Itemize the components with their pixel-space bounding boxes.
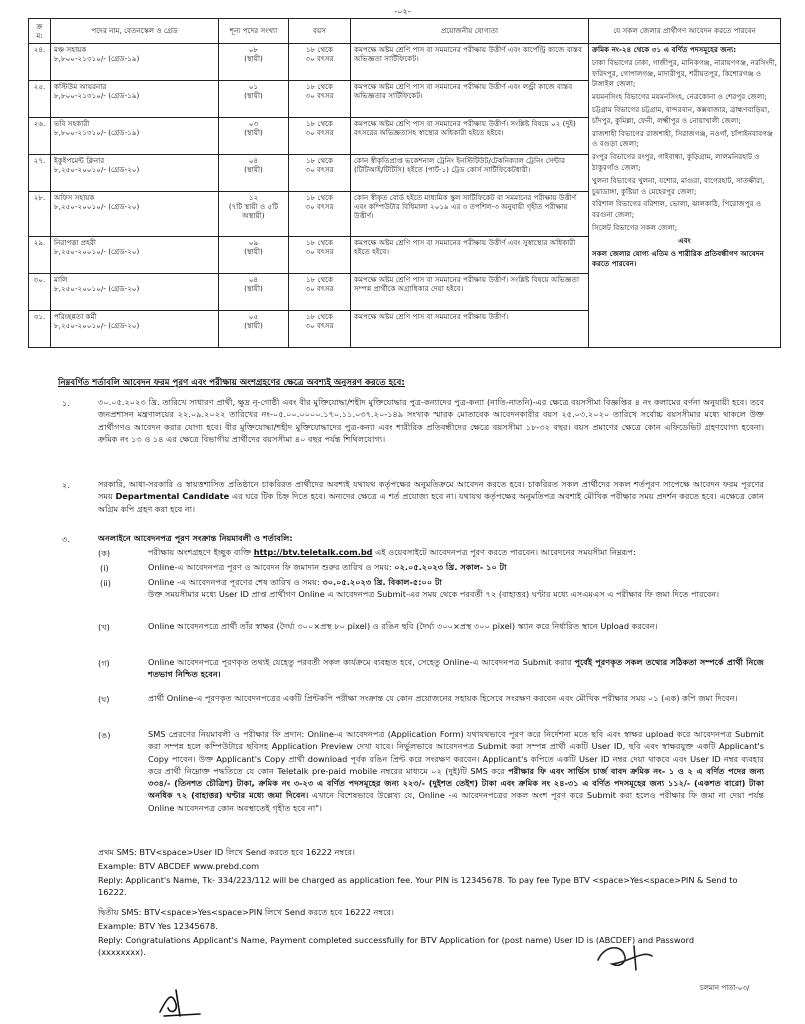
posts-table: [28, 18, 781, 348]
post-name: পরিচ্ছন্নতা কর্মী: [54, 312, 97, 321]
cell-post: [51, 192, 219, 237]
cell-serial: ৩০.: [29, 274, 51, 311]
cell-age: ১৮ থেকে ৩০ বৎসর: [289, 274, 351, 311]
sub-i-label: (i): [100, 563, 109, 573]
cell-serial: ২৭.: [29, 155, 51, 192]
cell-vacancy: ০৩ (স্থায়ী): [219, 118, 289, 155]
continued-page-note: চলমান পাতা-০৩/: [700, 984, 750, 992]
sub-kha-label: (খ): [98, 622, 110, 632]
header-serial: ক্র ম:: [29, 19, 51, 44]
district-line: সিলেট বিভাগের সকল জেলা;: [592, 222, 678, 232]
teletalk-link[interactable]: http://btv.teletalk.com.bd: [253, 547, 373, 557]
sms-first: প্রথম SMS: BTV<space>User ID লিখে Send করতে হবে 16222 নম্বরে।: [98, 847, 355, 857]
cell-post: [51, 311, 219, 348]
sms-reply-1: Reply: Applicant's Name, Tk- 334/223/112 will be charged as application fee. Your PIN is 12345678. To pay fee Type BTV <space>Yes<space>PIN & Send to 16222.: [98, 875, 738, 898]
cell-post: [51, 274, 219, 311]
departmental-candidate: Departmental Candidate: [115, 491, 230, 502]
cell-age: ১৮ থেকে ৩০ বৎসর: [289, 118, 351, 155]
cell-age: ১৮ থেকে ৩০ বৎসর: [289, 311, 351, 348]
cell-vacancy: ০১ (স্থায়ী): [219, 81, 289, 118]
district-line: ঢাকা বিভাগের ঢাকা, গাজীপুর, মানিকগঞ্জ, নারায়ণগঞ্জ, নরসিংদী, ফরিদপুর, গোপালগঞ্জ, মাদারীপুর, শরীয়তপুর, কিশোরগঞ্জ ও টাঙ্গাইল জেলা;: [592, 57, 777, 89]
cell-age: ১৮ থেকে ৩০ বৎসর: [289, 192, 351, 237]
districts-and: এবং: [678, 235, 691, 245]
cell-age: ১৮ থেকে ৩০ বৎসর: [289, 237, 351, 274]
header-age: বয়স: [289, 19, 351, 44]
sub-ga-label: (গ): [98, 658, 110, 668]
item-1-text: ৩০.০৫.২০২৩ খ্রি. তারিখে সাধারণ প্রার্থী, ক্ষুদ্র নৃ-গোষ্ঠী এবং বীর মুক্তিযোদ্ধা/শহীদ মুক্তিযোদ্ধার পুত্র-কন্যাদের পুত্র-কন্যা (নাতি-নাতনি)-এর ক্ষেত্রে বয়সসীমা বিজ্ঞপ্তির ৪ নং কলামের বর্ণনা অনুযায়ী হবে। তবে জনপ্রশাসন মন্ত্রণালয়ের ২২.০৯.২০২২ তারিখের নং-০৫.০০.০০০০.১৭০.১১.০৩৭.২০-১৪৯ সংখ্যক স্মারক মোতাবেক আবেদনকারীর বয়স ২৫.০৩.২০২০ তারিখে সর্বোচ্চ বয়সসীমার মধ্যে থাকলে উক্ত প্রার্থীগণও আবেদন করার যোগ্য হবে। বীর মুক্তিযোদ্ধা/শহীদ মুক্তিযোদ্ধাদের পুত্র-কন্যা এবং শারীরিক প্রতিবন্ধীদের ক্ষেত্রে বয়সসীমা ১৮-৩২ বছর। বয়স প্রমাণের ক্ষেত্রে কোন এফিডেভিট গ্রহণযোগ্য হবেনা। ক্রমিক নং ১৩ ও ১৪ এর ক্ষেত্রে বিভাগীয় প্রার্থীদের বয়সসীমা ৪০ বছর পর্যন্ত শিথিলযোগ্য।: [98, 397, 764, 444]
cell-vacancy: ০৪ (স্থায়ী): [219, 155, 289, 192]
cell-post: [51, 118, 219, 155]
signature-icon: [150, 986, 210, 1020]
pay-scale: ৮,৮০০-২১৩১০/- (গ্রেড-১৯): [54, 91, 140, 101]
district-line: খুলনা বিভাগের খুলনা, যশোর, মাগুরা, বাগেরহাট, সাতক্ষীরা, চুয়াডাঙ্গা, কুষ্টিয়া ও মেহেরপুর জেলা;: [592, 175, 765, 196]
handwritten-initial-icon: [590, 940, 660, 974]
header-post: পদের নাম, বেতনস্কেল ও গ্রেড: [51, 19, 219, 44]
district-line: চট্টগ্রাম বিভাগের চট্টগ্রাম, বান্দরবান, কক্সবাজার, ব্রাহ্মণবাড়িয়া, চাঁদপুর, কুমিল্লা, ফেনী, লক্ষ্মীপুর ও নোয়াখালী জেলা;: [592, 104, 770, 125]
pay-scale: ৮,২৫০-২০০১০/- (গ্রেড-২০): [54, 321, 140, 331]
sub-uma-label: (ঙ): [98, 730, 111, 740]
post-name: ইকুইপমেন্ট ক্লিনার: [54, 156, 105, 165]
cell-qualification: কমপক্ষে অষ্টম শ্রেণি পাস বা সমমানের পরীক্ষায় উত্তীর্ণ। সংশ্লিষ্ট বিষয়ে অভিজ্ঞতা সম্পন্ন প্রার্থীকে অগ্রাধিকার দেয়া হইবে।: [351, 274, 589, 311]
cell-qualification: কমপক্ষে অষ্টম শ্রেণি পাস বা সমমানের পরীক্ষায় উত্তীর্ণ এবং কার্পেন্ট্রি কাজে বাস্তব অভিজ্ঞতা সার্টিফিকেট।: [351, 44, 589, 81]
post-name: ভবি সহকারী: [54, 119, 90, 128]
cell-post: [51, 237, 219, 274]
districts-title: ক্রমিক নং-২৪ থেকে ৩১ এ বর্ণিত পদসমূহের জন্য:: [592, 45, 737, 54]
cell-serial: ২৮.: [29, 192, 51, 237]
district-line: রাজশাহী বিভাগের রাজশাহী, সিরাজগঞ্জ, নওগাঁ, চাঁপাইনবাবগঞ্জ ও বগুড়া জেলা;: [592, 128, 773, 149]
sms-second: দ্বিতীয় SMS: BTV<space>Yes<space>PIN লিখে Send করতে হবে 16222 নম্বরে।: [98, 907, 394, 917]
page-number: -০২-: [394, 7, 411, 16]
header-vacancy: শূন্য পদের সংখ্যা: [219, 19, 289, 44]
cell-post: [51, 44, 219, 81]
sms-reply-2: Reply: Congratulations Applicant's Name, Payment completed successfully for BTV Application for (post name) User ID is (ABCDEF) and Password (xxxxxxxx).: [98, 935, 695, 958]
cell-serial: ২৫.: [29, 81, 51, 118]
cell-qualification: কমপক্ষে অষ্টম শ্রেণি পাস বা সমমানের পরীক্ষায় উত্তীর্ণ এবং লন্ড্রী কাজে বাস্তব অভিজ্ঞতার সার্টিফিকেট।: [351, 81, 589, 118]
sub-kha-text: Online আবেদনপত্রে প্রার্থী তাঁর স্বাক্ষর (দৈর্ঘ্য ৩০০×প্রস্থ ৮০ pixel) ও রঙিন ছবি (দৈর্ঘ্য ৩০০×প্রস্থ ৩০০ pixel) স্ক্যান করে নির্ধারিত স্থানে Upload করবেন।: [148, 621, 658, 631]
sub-i-text: Online-এ আবেদনপত্র পূরণ ও আবেদন ফি জমাদান শুরুর তারিখ ও সময়: ০২.০৫.২০২৩ খ্রি. সকাল- ১০ টা: [148, 562, 507, 572]
header-qualification: প্রয়োজনীয় যোগ্যতা: [351, 19, 589, 44]
sub-ii-text: Online -এ আবেদনপত্র পূরণের শেষ তারিখ ও সময়: ৩০.০৫.২০২৩ খ্রি. বিকাল-৫:০০ টা উক্ত সময়সীমার মধ্যে User ID প্রাপ্ত প্রার্থীগণ Online এ আবেদনপত্র Submit-এর সময় থেকে পরবর্তী ৭২ (বাহাত্তর) ঘণ্টার মধ্যে এসএমএস এ পরীক্ষার ফি জমা দিতে পারবেন।: [148, 577, 720, 600]
pay-scale: ৮,৮০০-২১৩১০/- (গ্রেড-১৯): [54, 128, 140, 138]
cell-vacancy: ০৮ (স্থায়ী): [219, 44, 289, 81]
pay-scale: ৮,২৫০-২০০১০/- (গ্রেড-২০): [54, 165, 140, 175]
cell-vacancy: ০৫ (স্থায়ী): [219, 311, 289, 348]
sub-gha-label: (ঘ): [98, 694, 110, 704]
table-header-row: [29, 19, 781, 44]
post-name: নিরাপত্তা প্রহরী: [54, 238, 96, 247]
table-row: [29, 44, 781, 81]
cell-vacancy: ০৯ (স্থায়ী): [219, 237, 289, 274]
cell-serial: ২৬.: [29, 118, 51, 155]
cell-serial: ২৪.: [29, 44, 51, 81]
pay-scale: ৮,২৫০-২০০১০/- (গ্রেড-২০): [54, 284, 140, 294]
cell-age: ১৮ থেকে ৩০ বৎসর: [289, 44, 351, 81]
item-3-number: ৩.: [62, 534, 70, 544]
district-line: বরিশাল বিভাগের বরিশাল, ভোলা, ঝালকাঠি, পিরোজপুর ও বরগুনা জেলা;: [592, 199, 762, 220]
cell-vacancy: ০৪ (স্থায়ী): [219, 274, 289, 311]
district-line: ময়মনসিংহ বিভাগের ময়মনসিংহ, নেত্রকোনা ও শেরপুর জেলা;: [592, 92, 767, 102]
item-2-text: সরকারি, আধা-সরকারি ও স্বায়ত্তশাসিত প্রতিষ্ঠানে চাকরিরত প্রার্থীদের অবশ্যই যথাযথ কর্তৃপক্ষের অনুমতিক্রমে আবেদন করতে হবে। চাকরিরত সকল প্রার্থীদের সকল শর্তপূরণ সাপেক্ষে আবেদন ফরম পূরণের সময় Departmental Candidate এর ঘরে টিক চিহ্ন দিতে হবে। অন্যদের ক্ষেত্রে এ শর্ত প্রযোজ্য হবে না। যথাযথ কর্তৃপক্ষের অনুমতিপত্র অবশ্যই মৌখিক পরীক্ষার সময় প্রদর্শন করতে হবে। এক্ষেত্রে কোন অগ্রিম কপি গ্রহণ করা হবে না।: [98, 479, 765, 514]
cell-post: [51, 155, 219, 192]
sms-example-1: Example: BTV ABCDEF www.prebd.com: [98, 861, 260, 871]
item-3-title: অনলাইনে আবেদনপত্র পূরণ সংক্রান্ত নিয়মাবলী ও শর্তাবলি:: [98, 533, 293, 543]
post-name: কস্টিউম আয়রনার: [54, 82, 107, 91]
district-line: রংপুর বিভাগের রংপুর, গাইবান্ধা, কুড়িগ্রাম, লালমনিরহাট ও ঠাকুরগাঁও জেলা;: [592, 152, 760, 172]
sub-ka-label: (ক): [98, 548, 111, 558]
cell-serial: ৩১.: [29, 311, 51, 348]
cell-vacancy: ১২ (৭টি স্থায়ী ও ৫টি অস্থায়ী): [219, 192, 289, 237]
cell-districts: [589, 44, 781, 348]
header-districts: যে সকল জেলার প্রার্থীগণ আবেদন করতে পারবেন: [589, 19, 781, 44]
conditions-title: নিম্নবর্ণিত শর্তাবলি আবেদন ফরম পূরণ এবং পরীক্ষায় অংশগ্রহণের ক্ষেত্রে অবশ্যই অনুসরণ করতে হবে:: [58, 378, 405, 388]
cell-qualification: কোন স্বীকৃত বোর্ড হইতে মাধ্যমিক স্কুল সার্টিফিকেট বা সমমানের পরীক্ষায় উত্তীর্ণ এবং কম্পিউটার বিধিমালা ২০১৯ এর ৩ তপশিল-৩ অনুযায়ী গৃহীত পরীক্ষায় উত্তীর্ণ।: [351, 192, 589, 237]
pay-scale: ৮,২৫০-২০০১০/- (গ্রেড-২০): [54, 247, 140, 257]
cell-post: [51, 81, 219, 118]
sub-ii-label: (ii): [100, 578, 111, 588]
post-name: মালি: [54, 275, 68, 284]
cell-qualification: কমপক্ষে অষ্টম শ্রেণি পাস বা সমমানের পরীক্ষায় উত্তীর্ণ এবং সুস্বাস্থ্যের অধিকারী হইতে হইবে।: [351, 237, 589, 274]
sms-example-2: Example: BTV Yes 12345678.: [98, 921, 218, 931]
item-1-number: ১.: [62, 398, 70, 408]
cell-age: ১৮ থেকে ৩০ বৎসর: [289, 155, 351, 192]
cell-serial: ২৯.: [29, 237, 51, 274]
item-2-number: ২.: [62, 480, 70, 490]
sub-ka-text: পরীক্ষায় অংশগ্রহণে ইচ্ছুক ব্যক্তি http://btv.teletalk.com.bd এই ওয়েবসাইটে আবেদনপত্র পূরণ করতে পারবেন। আবেদনের সময়সীমা নিম্নরূপ:: [148, 547, 636, 557]
cell-qualification: কমপক্ষে অষ্টম শ্রেণি পাস বা সমমানের পরীক্ষায় উত্তীর্ণ। সংশ্লিষ্ট বিষয়ে ০২ (দুই) বৎসরের অভিজ্ঞতাসহ স্বাস্থ্যের অধিকারী হইতে হইবে।: [351, 118, 589, 155]
cell-qualification: কমপক্ষে অষ্টম শ্রেণি পাস বা সমমানের পরীক্ষায় উত্তীর্ণ।: [351, 311, 589, 348]
sub-gha-text: প্রার্থী Online-এ পূরণকৃত আবেদনপত্রের একটি প্রিন্টকপি পরীক্ষা সংক্রান্ত যে কোন প্রয়োজনের সহায়ক হিসেবে সংরক্ষণ করবেন এবং মৌখিক পরীক্ষার সময় ০১ (এক) কপি জমা দিবেন।: [148, 693, 738, 703]
cell-age: ১৮ থেকে ৩০ বৎসর: [289, 81, 351, 118]
pay-scale: ৮,৮০০-২১৩১০/- (গ্রেড-১৯): [54, 54, 140, 64]
districts-footer: সকল জেলার যোগ্য এতিম ও শারীরিক প্রতিবন্ধীগণ আবেদন করতে পারবেন।: [592, 248, 764, 269]
cell-qualification: কোন স্বীকৃতিপ্রাপ্ত ভকেশনাল ট্রেনিং ইনস্টিটিউট/টেকনিক্যাল ট্রেনিং সেন্টার (টিটিআই/টিটিসি) হইতে (পার্ট-১) ট্রেড কোর্স সার্টিফিকেটধারী।: [351, 155, 589, 192]
pay-scale: ৮,২৫০-২০০১০/- (গ্রেড-২০): [54, 202, 140, 212]
sub-uma-text: SMS প্রেরণের নিয়মাবলী ও পরীক্ষার ফি প্রদান: Online-এ আবেদনপত্র (Application Form) যথাযথভাবে পূরণ করে নির্দেশনা মতে ছবি এবং স্বাক্ষর upload করে আবেদনপত্র Submit করা সম্পন্ন হলে কম্পিউটারে ছবিসহ Application Preview দেখা যাবে। নির্ভুলভাবে আবেদনপত্র Submit করা সম্পন্ন প্রার্থী একটি User ID, ছবি এবং স্বাক্ষরযুক্ত একটি Applicant's Copy পাবেন। উক্ত Applicant's Copy প্রার্থী download পূর্বক রঙিন প্রিন্ট করে সংরক্ষণ করবেন। Applicant's কপিতে একটি User ID নম্বর দেয়া থাকবে এবং User ID নম্বর ব্যবহার করে প্রার্থী নিম্নোক্ত পদ্ধতিতে যে কোন Teletalk pre-paid mobile নম্বরের মাধ্যমে ০২ (দুই)টি SMS করে পরীক্ষার ফি এবং সার্ভিস চার্জ বাবদ ক্রমিক নং- ১ ও ২ এ বর্ণিত পদের জন্য ৩৩৪/- (তিনশত চৌত্রিশ) টাকা, ক্রমিক নং ৩-২৩ এ বর্ণিত পদসমূহের জন্য ২২৩/- (দুইশত তেইশ) টাকা এবং ক্রমিক নং ২৪-৩১ এ বর্ণিত পদসমূহের জন্য ১১২/- (একশত বারো) টাকা অনধিক ৭২ (বাহাত্তর) ঘণ্টার মধ্যে জমা দিবেন। এখানে বিশেষভাবে উল্লেখ্য যে, Online -এ আবেদনপত্রের সকল অংশ পূরণ করে Submit করা হলেও পরীক্ষার ফি জমা না দেয়া পর্যন্ত Online আবেদনপত্র কোন অবস্থাতেই গৃহীত হবে না"।: [148, 729, 765, 813]
sub-ga-text: Online আবেদনপত্রে পূরণকৃত তথ্যই যেহেতু পরবর্তী সকল কার্যক্রমে ব্যবহৃত হবে, সেহেতু Online-এ আবেদনপত্র Submit করার পূর্বেই পূরণকৃত সকল তথ্যের সঠিকতা সম্পর্কে প্রার্থী নিজে শতভাগ নিশ্চিত হবেন।: [148, 657, 764, 680]
post-name: অফিস সহায়ক: [54, 193, 95, 202]
post-name: মঞ্চ সহায়ক: [54, 45, 87, 54]
